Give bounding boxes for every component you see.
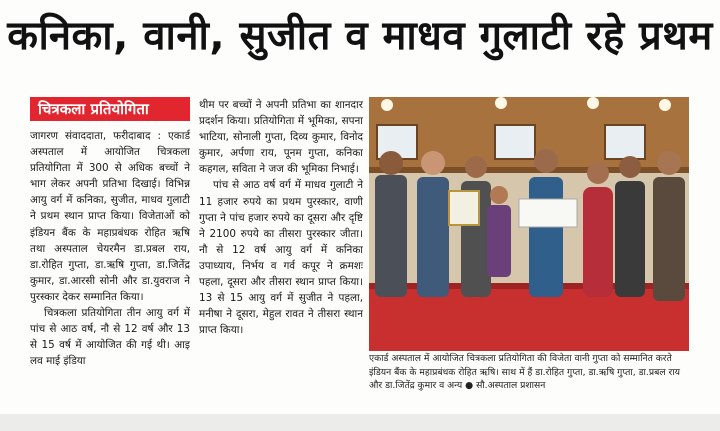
photo-caption: एकार्ड अस्पताल में आयोजित चित्रकला प्रतियोगिता की विजेता वानी गुप्ता को सम्मानित करते इंडियन बैंक के महाप्रबंधक रोहित ऋषि। साथ में हैं डा.रोहित गुप्ता, डा.ऋषि गुप्ता, डा.प्रबल राय और डा.जितेंद्र कुमार व अन्य ● सौ.अस्पताल प्रशासन [369, 353, 680, 392]
headline: कनिका, वानी, सुजीत व माधव गुलाटी रहे प्रथम [7, 13, 713, 59]
event-photo-illustration [369, 97, 689, 351]
article-column-2 [199, 97, 363, 338]
column2-paragraph-2: पांच से आठ वर्ष वर्ग में माधव गुलाटी ने 11 हजार रुपये का प्रथम पुरस्कार, वाणी गुप्ता ने पांच हजार रुपये का दूसरा और दृष्टि ने 2100 रुपये का तीसरा पुरस्कार जीता। नौ से 12 वर्ष आयु वर्ग में कनिका उपाध्याय, निर्भय व गर्व कपूर ने क्रमशः पहला, दूसरा और तीसरा स्थान प्राप्त किया। 13 से 15 आयु वर्ग में सुजीत ने पहला, मनीषा ने दूसरा, मेहुल रावत ने तीसरा स्थान प्राप्त किया। [199, 179, 363, 337]
column1-paragraph-2: चित्रकला प्रतियोगिता तीन आयु वर्ग में पांच से आठ वर्ष, नौ से 12 वर्ष और 13 से 15 वर्ष में आयोजित की गई थी। आइ लव माई इंडिया [30, 307, 190, 368]
column2-paragraph-1: थीम पर बच्चों ने अपनी प्रतिभा का शानदार प्रदर्शन किया। प्रतियोगिता में भूमिका, सपना भाटिया, सोनाली गुप्ता, दिव्य कुमार, विनोद कुमार, अर्पणा राय, पूनम गुप्ता, कनिका कहगल, सविता ने जज की भूमिका निभाई। [199, 99, 363, 176]
page-bottom-strip [0, 414, 720, 431]
column1-paragraph-1: जागरण संवाददाता, फरीदाबाद : एकार्ड अस्पताल में आयोजित चित्रकला प्रतियोगिता में 300 से अधिक बच्चों ने भाग लेकर अपनी प्रतिभा दिखाई। विभिन्न आयु वर्ग में कनिका, सुजीत, माधव गुलाटी ने प्रथम स्थान प्राप्त किया। विजेताओं को इंडियन बैंक के महाप्रबंधक रोहित ऋषि तथा अस्पताल चेयरमैन डा.प्रबल राय, डा.रोहित गुप्ता, डा.ऋषि गुप्ता, डा.जितेंद्र कुमार, डा.आरसी सोनी और डा.युवराज ने पुरस्कार देकर सम्मानित किया। [30, 130, 190, 303]
section-subhead: चित्रकला प्रतियोगिता [30, 97, 190, 121]
event-photo [369, 97, 689, 351]
article-column-1 [30, 128, 190, 369]
